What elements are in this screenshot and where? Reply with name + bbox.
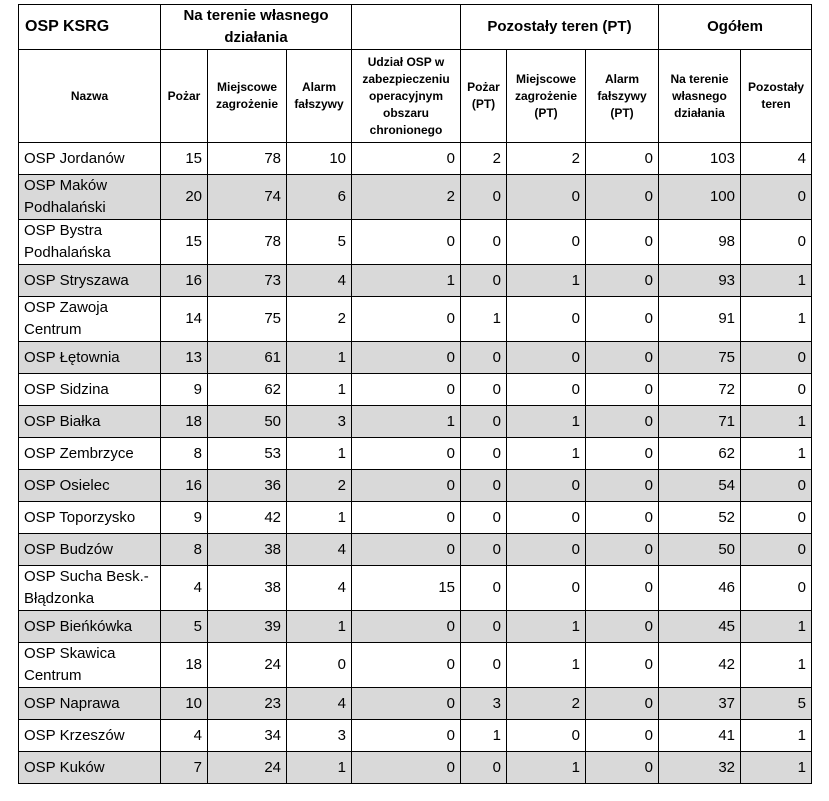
value-cell: 0: [586, 566, 659, 611]
value-cell: 75: [208, 297, 287, 342]
value-cell: 62: [659, 438, 741, 470]
value-cell: 1: [287, 502, 352, 534]
value-cell: 0: [507, 720, 586, 752]
value-cell: 103: [659, 143, 741, 175]
value-cell: 1: [741, 611, 812, 643]
table-row: [19, 220, 812, 265]
value-cell: 5: [287, 220, 352, 265]
value-cell: 0: [461, 220, 507, 265]
table-row: [19, 688, 812, 720]
value-cell: 2: [461, 143, 507, 175]
value-cell: 0: [741, 470, 812, 502]
value-cell: 98: [659, 220, 741, 265]
value-cell: 0: [461, 265, 507, 297]
unit-name-cell: OSP Łętownia: [19, 342, 161, 374]
value-cell: 0: [461, 534, 507, 566]
value-cell: 0: [586, 502, 659, 534]
value-cell: 38: [208, 566, 287, 611]
table-row: [19, 406, 812, 438]
value-cell: 16: [161, 265, 208, 297]
value-cell: 0: [586, 406, 659, 438]
value-cell: 0: [352, 297, 461, 342]
value-cell: 2: [287, 470, 352, 502]
value-cell: 1: [741, 265, 812, 297]
value-cell: 0: [461, 406, 507, 438]
value-cell: 10: [287, 143, 352, 175]
value-cell: 93: [659, 265, 741, 297]
value-cell: 78: [208, 143, 287, 175]
value-cell: 0: [507, 502, 586, 534]
unit-name-cell: OSP Budzów: [19, 534, 161, 566]
value-cell: 46: [659, 566, 741, 611]
value-cell: 6: [287, 175, 352, 220]
value-cell: 54: [659, 470, 741, 502]
value-cell: 5: [741, 688, 812, 720]
value-cell: 61: [208, 342, 287, 374]
value-cell: 0: [352, 438, 461, 470]
value-cell: 75: [659, 342, 741, 374]
unit-name-cell: OSP Naprawa: [19, 688, 161, 720]
value-cell: 74: [208, 175, 287, 220]
group-header-blank: [352, 5, 461, 50]
value-cell: 1: [461, 720, 507, 752]
value-cell: 2: [507, 143, 586, 175]
unit-name-cell: OSP Białka: [19, 406, 161, 438]
table-row: [19, 143, 812, 175]
column-header-false-alarm: Alarm fałszywy: [287, 50, 352, 143]
value-cell: 2: [507, 688, 586, 720]
value-cell: 0: [741, 502, 812, 534]
value-cell: 24: [208, 643, 287, 688]
value-cell: 0: [741, 566, 812, 611]
column-header-total-own: Na terenie własnego działania: [659, 50, 741, 143]
value-cell: 4: [287, 265, 352, 297]
value-cell: 0: [586, 752, 659, 784]
value-cell: 18: [161, 643, 208, 688]
value-cell: 4: [287, 534, 352, 566]
value-cell: 18: [161, 406, 208, 438]
value-cell: 0: [741, 175, 812, 220]
value-cell: 8: [161, 438, 208, 470]
value-cell: 0: [461, 502, 507, 534]
value-cell: 1: [507, 611, 586, 643]
value-cell: 0: [507, 297, 586, 342]
value-cell: 1: [507, 643, 586, 688]
column-header-pt-false-alarm: Alarm fałszywy (PT): [586, 50, 659, 143]
value-cell: 72: [659, 374, 741, 406]
unit-name-cell: OSP Jordanów: [19, 143, 161, 175]
value-cell: 0: [352, 143, 461, 175]
unit-name-cell: OSP Stryszawa: [19, 265, 161, 297]
value-cell: 0: [586, 720, 659, 752]
value-cell: 4: [287, 566, 352, 611]
value-cell: 1: [507, 752, 586, 784]
value-cell: 0: [507, 470, 586, 502]
value-cell: 3: [287, 720, 352, 752]
value-cell: 0: [586, 374, 659, 406]
value-cell: 0: [586, 175, 659, 220]
value-cell: 23: [208, 688, 287, 720]
value-cell: 0: [461, 438, 507, 470]
value-cell: 1: [461, 297, 507, 342]
unit-name-cell: OSP Zembrzyce: [19, 438, 161, 470]
value-cell: 1: [507, 406, 586, 438]
value-cell: 1: [507, 265, 586, 297]
table-body: [19, 143, 812, 784]
value-cell: 0: [461, 342, 507, 374]
value-cell: 1: [507, 438, 586, 470]
value-cell: 34: [208, 720, 287, 752]
value-cell: 1: [352, 406, 461, 438]
value-cell: 4: [161, 720, 208, 752]
value-cell: 78: [208, 220, 287, 265]
value-cell: 24: [208, 752, 287, 784]
value-cell: 50: [659, 534, 741, 566]
value-cell: 62: [208, 374, 287, 406]
value-cell: 0: [461, 374, 507, 406]
osp-statistics-table: [18, 4, 812, 784]
table-row: [19, 611, 812, 643]
value-cell: 8: [161, 534, 208, 566]
value-cell: 41: [659, 720, 741, 752]
value-cell: 0: [461, 470, 507, 502]
column-header-operational-share: Udział OSP w zabezpieczeniu operacyjnym obszaru chronionego: [352, 50, 461, 143]
value-cell: 20: [161, 175, 208, 220]
table-row: [19, 175, 812, 220]
value-cell: 2: [287, 297, 352, 342]
value-cell: 0: [586, 265, 659, 297]
value-cell: 0: [586, 643, 659, 688]
unit-name-cell: OSP Osielec: [19, 470, 161, 502]
value-cell: 4: [161, 566, 208, 611]
value-cell: 4: [741, 143, 812, 175]
value-cell: 15: [352, 566, 461, 611]
value-cell: 0: [352, 752, 461, 784]
value-cell: 0: [461, 175, 507, 220]
column-header-pt-fire: Pożar (PT): [461, 50, 507, 143]
table-row: [19, 566, 812, 611]
table-row: [19, 720, 812, 752]
unit-name-cell: OSP Krzeszów: [19, 720, 161, 752]
table-row: [19, 265, 812, 297]
value-cell: 0: [461, 611, 507, 643]
table-row: [19, 374, 812, 406]
value-cell: 1: [741, 406, 812, 438]
value-cell: 2: [352, 175, 461, 220]
value-cell: 9: [161, 502, 208, 534]
value-cell: 0: [352, 470, 461, 502]
value-cell: 38: [208, 534, 287, 566]
value-cell: 7: [161, 752, 208, 784]
value-cell: 0: [507, 374, 586, 406]
table-row: [19, 297, 812, 342]
table-row: [19, 643, 812, 688]
value-cell: 0: [741, 374, 812, 406]
value-cell: 0: [741, 534, 812, 566]
group-header-other-area: Pozostały teren (PT): [461, 5, 659, 50]
unit-name-cell: OSP Maków Podhalański: [19, 175, 161, 220]
value-cell: 0: [586, 470, 659, 502]
value-cell: 0: [461, 643, 507, 688]
value-cell: 0: [586, 688, 659, 720]
value-cell: 0: [586, 297, 659, 342]
unit-name-cell: OSP Skawica Centrum: [19, 643, 161, 688]
value-cell: 1: [287, 752, 352, 784]
value-cell: 73: [208, 265, 287, 297]
value-cell: 3: [461, 688, 507, 720]
value-cell: 32: [659, 752, 741, 784]
value-cell: 0: [461, 752, 507, 784]
value-cell: 0: [352, 643, 461, 688]
table-title: OSP KSRG: [19, 5, 161, 50]
value-cell: 0: [507, 566, 586, 611]
value-cell: 1: [741, 643, 812, 688]
value-cell: 0: [287, 643, 352, 688]
value-cell: 0: [586, 611, 659, 643]
table-row: [19, 502, 812, 534]
value-cell: 14: [161, 297, 208, 342]
column-header-fire: Pożar: [161, 50, 208, 143]
value-cell: 9: [161, 374, 208, 406]
value-cell: 0: [352, 720, 461, 752]
value-cell: 1: [287, 342, 352, 374]
value-cell: 0: [586, 143, 659, 175]
value-cell: 36: [208, 470, 287, 502]
value-cell: 0: [352, 502, 461, 534]
table-row: [19, 470, 812, 502]
value-cell: 3: [287, 406, 352, 438]
unit-name-cell: OSP Kuków: [19, 752, 161, 784]
value-cell: 1: [287, 374, 352, 406]
value-cell: 91: [659, 297, 741, 342]
column-header-local-threat: Miejscowe zagrożenie: [208, 50, 287, 143]
value-cell: 1: [741, 297, 812, 342]
value-cell: 0: [741, 220, 812, 265]
value-cell: 1: [287, 611, 352, 643]
value-cell: 4: [287, 688, 352, 720]
value-cell: 0: [352, 374, 461, 406]
value-cell: 50: [208, 406, 287, 438]
value-cell: 0: [507, 534, 586, 566]
group-header-own-area: Na terenie własnego działania: [161, 5, 352, 50]
table-row: [19, 342, 812, 374]
value-cell: 15: [161, 220, 208, 265]
value-cell: 0: [586, 534, 659, 566]
value-cell: 71: [659, 406, 741, 438]
unit-name-cell: OSP Bystra Podhalańska: [19, 220, 161, 265]
unit-name-cell: OSP Zawoja Centrum: [19, 297, 161, 342]
value-cell: 0: [507, 220, 586, 265]
value-cell: 1: [352, 265, 461, 297]
value-cell: 0: [586, 342, 659, 374]
group-header-total: Ogółem: [659, 5, 812, 50]
value-cell: 39: [208, 611, 287, 643]
value-cell: 1: [287, 438, 352, 470]
value-cell: 0: [461, 566, 507, 611]
value-cell: 0: [586, 220, 659, 265]
unit-name-cell: OSP Bieńkówka: [19, 611, 161, 643]
value-cell: 16: [161, 470, 208, 502]
value-cell: 0: [507, 175, 586, 220]
value-cell: 15: [161, 143, 208, 175]
value-cell: 1: [741, 752, 812, 784]
value-cell: 0: [352, 688, 461, 720]
value-cell: 0: [586, 438, 659, 470]
value-cell: 10: [161, 688, 208, 720]
unit-name-cell: OSP Sidzina: [19, 374, 161, 406]
value-cell: 0: [352, 342, 461, 374]
value-cell: 100: [659, 175, 741, 220]
table-row: [19, 438, 812, 470]
column-header-total-other: Pozostały teren: [741, 50, 812, 143]
value-cell: 42: [208, 502, 287, 534]
value-cell: 52: [659, 502, 741, 534]
value-cell: 1: [741, 438, 812, 470]
column-header-name: Nazwa: [19, 50, 161, 143]
value-cell: 13: [161, 342, 208, 374]
value-cell: 0: [352, 220, 461, 265]
table-row: [19, 752, 812, 784]
value-cell: 45: [659, 611, 741, 643]
value-cell: 53: [208, 438, 287, 470]
value-cell: 1: [741, 720, 812, 752]
column-header-pt-local-threat: Miejscowe zagrożenie (PT): [507, 50, 586, 143]
unit-name-cell: OSP Toporzysko: [19, 502, 161, 534]
table-row: [19, 534, 812, 566]
value-cell: 0: [507, 342, 586, 374]
unit-name-cell: OSP Sucha Besk.-Błądzonka: [19, 566, 161, 611]
value-cell: 0: [352, 611, 461, 643]
value-cell: 0: [741, 342, 812, 374]
value-cell: 0: [352, 534, 461, 566]
value-cell: 37: [659, 688, 741, 720]
value-cell: 42: [659, 643, 741, 688]
value-cell: 5: [161, 611, 208, 643]
